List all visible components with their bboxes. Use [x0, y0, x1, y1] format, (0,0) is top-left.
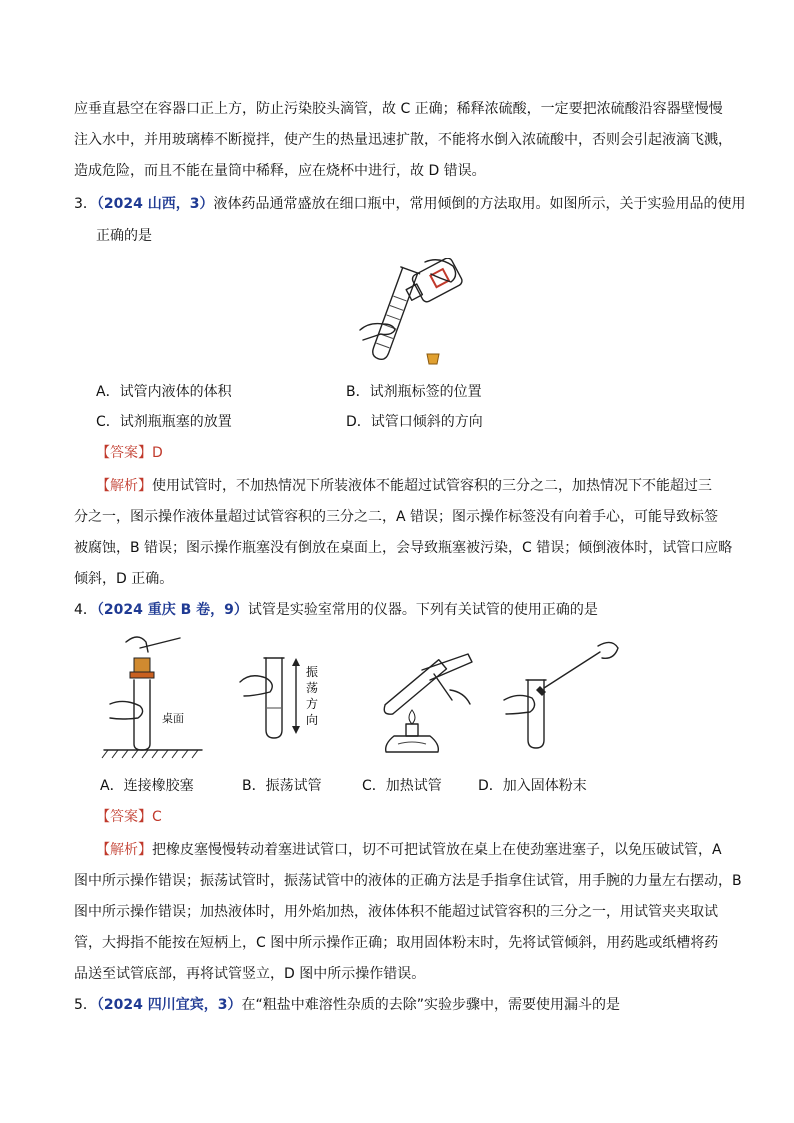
question-source: （2024 山西，3） [96, 196, 214, 212]
connect-stopper-figure [100, 632, 210, 762]
question-3-stem-cont: 正确的是 [96, 228, 152, 244]
shake-label-char: 振 [306, 665, 319, 679]
answer-value: D [152, 445, 163, 461]
answer-row [96, 807, 162, 827]
question-number: 3． [74, 196, 97, 212]
analysis-line: 管，大拇指不能按在短柄上，C 图中所示操作正确；取用固体粉末时，先将试管倾斜，用药匙或纸槽将药 [74, 935, 719, 951]
pouring-liquid-figure [355, 258, 470, 370]
question-4-stem [74, 600, 598, 620]
question-source: （2024 四川宜宾，3） [96, 997, 242, 1013]
shake-tube-figure [232, 652, 332, 742]
heat-tube-figure [372, 640, 482, 760]
answer-row [96, 443, 163, 463]
question-3-stem [74, 194, 746, 214]
paragraph-line: 造成危险，而且不能在量筒中稀释，应在烧杯中进行，故 D 错误。 [74, 163, 486, 179]
question-source: （2024 重庆 B 卷，9） [96, 602, 248, 618]
option-a: A．连接橡胶塞 [100, 778, 194, 794]
analysis-line: 图中所示操作错误；加热液体时，用外焰加热，液体体积不能超过试管容积的三分之一，用试管夹夹取试 [74, 904, 718, 920]
option-c: C．试剂瓶瓶塞的放置 [96, 414, 232, 430]
question-stem-text: 在“粗盐中难溶性杂质的去除”实验步骤中，需要使用漏斗的是 [241, 997, 621, 1013]
option-d: D．试管口倾斜的方向 [346, 414, 483, 430]
analysis-line: 倾斜，D 正确。 [74, 571, 174, 587]
option-a: A．试管内液体的体积 [96, 384, 232, 400]
analysis-line: 品送至试管底部，再将试管竖立，D 图中所示操作错误。 [74, 966, 426, 982]
question-stem-text: 试管是实验室常用的仪器。下列有关试管的使用正确的是 [247, 602, 598, 618]
question-number: 4． [74, 602, 97, 618]
answer-label: 【答案】 [96, 809, 152, 825]
shake-label-char: 荡 [306, 681, 319, 695]
answer-label: 【答案】 [96, 445, 152, 461]
analysis-line: 【解析】把橡皮塞慢慢转动着塞进试管口，切不可把试管放在桌上在使劲塞进塞子，以免压破试管，A [96, 842, 722, 858]
shake-label-char: 向 [306, 713, 319, 727]
analysis-line: 图中所示操作错误；振荡试管时，振荡试管中的液体的正确方法是手指拿住试管，用手腕的力量左右摆动，B [74, 873, 742, 889]
analysis-line: 分之一，图示操作液体量超过试管容积的三分之二，A 错误；图示操作标签没有向着手心，可能导致标签 [74, 509, 719, 525]
question-5-stem [74, 995, 620, 1015]
option-b: B．振荡试管 [242, 778, 322, 794]
paragraph-line: 应垂直悬空在容器口正上方，防止污染胶头滴管，故 C 正确；稀释浓硫酸，一定要把浓硫酸沿容器壁慢慢 [74, 101, 723, 117]
analysis-line: 【解析】使用试管时，不加热情况下所装液体不能超过试管容积的三分之二，加热情况下不能超过三 [96, 478, 712, 494]
table-label: 桌面 [162, 712, 184, 725]
option-c: C．加热试管 [362, 778, 442, 794]
analysis-line: 被腐蚀，B 错误；图示操作瓶塞没有倒放在桌面上，会导致瓶塞被污染，C 错误；倾倒液体时，试管口应略 [74, 540, 733, 556]
question-stem-text: 液体药品通常盛放在细口瓶中，常用倾倒的方法取用。如图所示，关于实验用品的使用 [213, 196, 746, 212]
add-powder-figure [500, 636, 625, 756]
analysis-label: 【解析】 [96, 842, 152, 858]
shake-label-char: 方 [306, 697, 319, 711]
analysis-label: 【解析】 [96, 478, 152, 494]
option-d: D．加入固体粉末 [478, 778, 587, 794]
question-number: 5． [74, 997, 97, 1013]
paragraph-line: 注入水中，并用玻璃棒不断搅拌，使产生的热量迅速扩散，不能将水倒入浓硫酸中，否则会引起液滴飞溅， [74, 132, 732, 148]
option-b: B．试剂瓶标签的位置 [346, 384, 482, 400]
answer-value: C [152, 809, 162, 825]
